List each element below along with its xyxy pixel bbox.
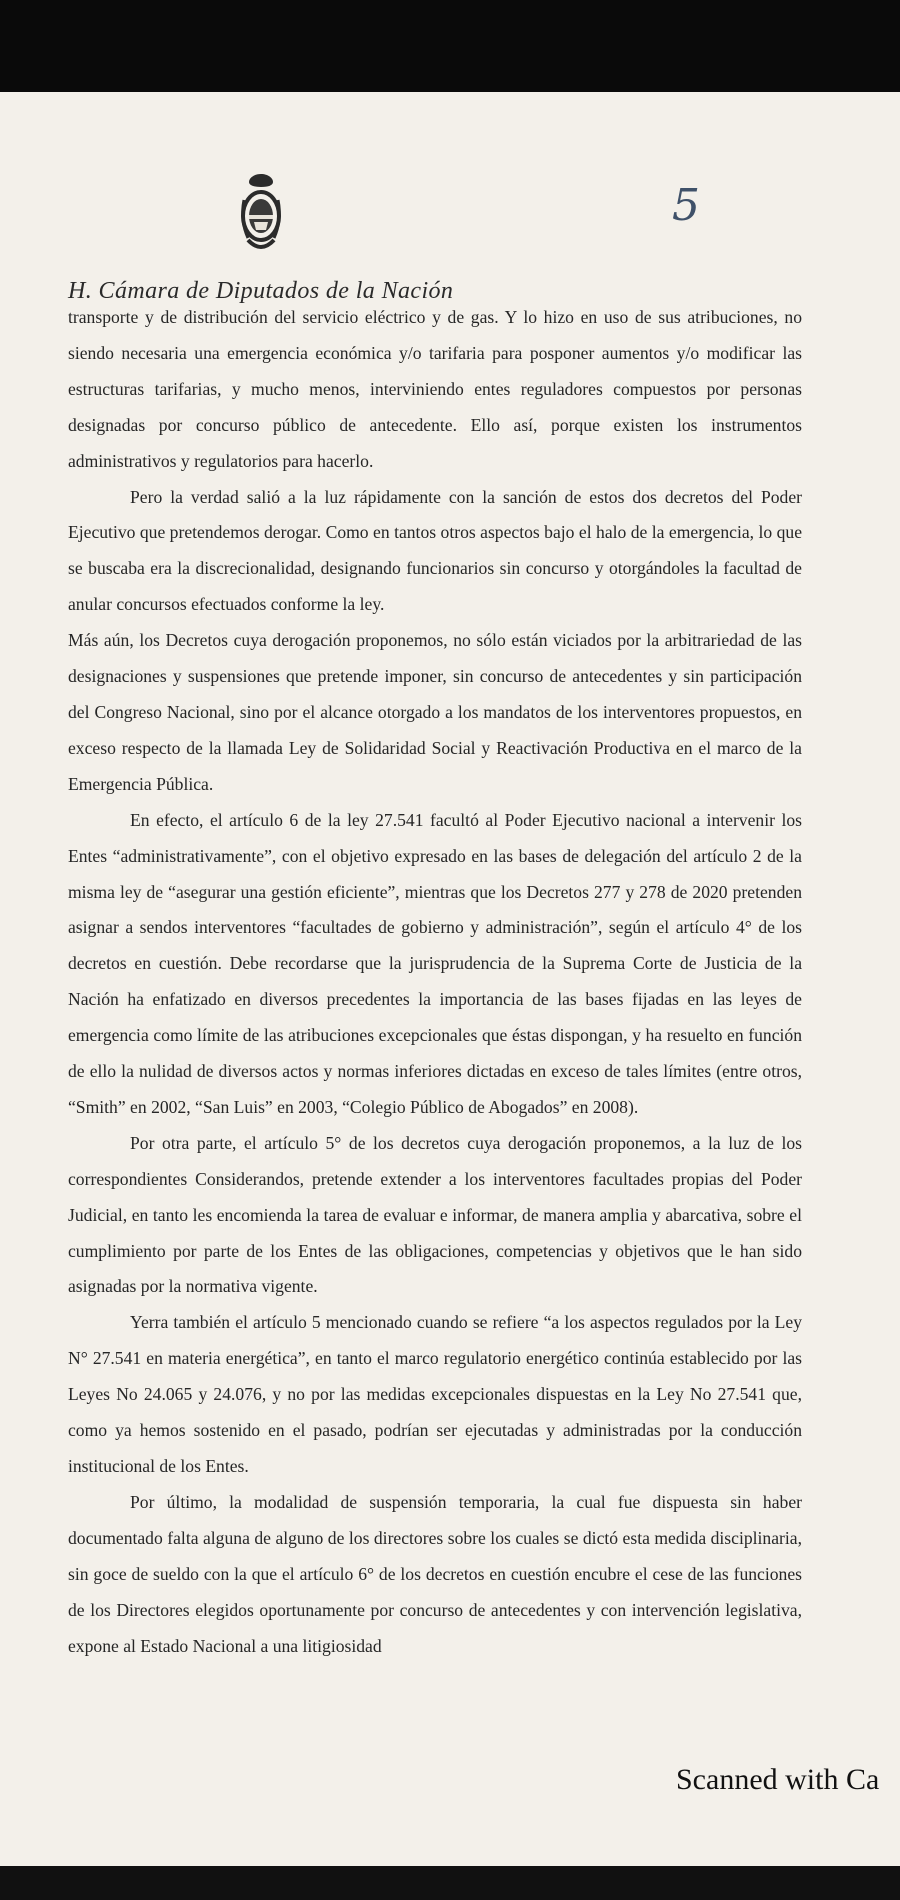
paragraph-5: Por otra parte, el artículo 5° de los decretos cuya derogación proponemos, a la luz de los correspondientes Considerandos, pretende extender a los interventores facultades propias del Poder Judicial, en tanto les encomienda la tarea de evaluar e informar, de manera amplia y abarcativa, sobre el cumplimiento por parte de los Entes de las obligaciones, competencias y objetivos que le han sido asignadas por la normativa vigente. xyxy=(68,1132,802,1297)
document-body xyxy=(68,300,802,1664)
paragraph-4: En efecto, el artículo 6 de la ley 27.541 facultó al Poder Ejecutivo nacional a intervenir los Entes “administrativamente”, con el objetivo expresado en las bases de delegación del artículo 2 de la misma ley de “asegurar una gestión eficiente”, mientras que los Decretos 277 y 278 de 2020 pretenden asignar a sendos interventores “facultades de gobierno y administración”, según el artículo 4° de los decretos en cuestión. Debe recordarse que la jurisprudencia de la Suprema Corte de Justicia de la Nación ha enfatizado en diversos precedentes la importancia de las bases fijadas en las leyes de emergencia como límite de las atribuciones excepcionales que éstas dispongan, y ha resuelto en función de ello la nulidad de diversos actos y normas inferiores dictadas en exceso de tales límites (entre otros, “Smith” en 2002, “San Luis” en 2003, “Colegio Público de Abogados” en 2008). xyxy=(68,809,802,1117)
paragraph-1: transporte y de distribución del servicio eléctrico y de gas. Y lo hizo en uso de sus atribuciones, no siendo necesaria una emergencia económica y/o tarifaria para posponer aumentos y/o modificar las estructuras tarifarias, y mucho menos, interviniendo entes reguladores compuestos por personas designadas por concurso público de antecedente. Ello así, porque existen los instrumentos administrativos y regulatorios para hacerlo. xyxy=(68,307,802,471)
paragraph-6: Yerra también el artículo 5 mencionado cuando se refiere “a los aspectos regulados por la Ley N° 27.541 en materia energética”, en tanto el marco regulatorio energético continúa establecido por las Leyes No 24.065 y 24.076, y no por las medidas excepcionales dispuestas en la Ley No 27.541 que, como ya hemos sostenido en el pasado, podrían ser ejecutadas y administradas por la conducción institucional de los Entes. xyxy=(68,1312,802,1476)
bottom-black-bar xyxy=(0,1866,900,1900)
scanner-watermark: Scanned with Ca xyxy=(676,1763,880,1796)
top-black-bar xyxy=(0,0,900,92)
paragraph-7: Por último, la modalidad de suspensión temporaria, la cual fue dispuesta sin haber documentado falta alguna de alguno de los directores sobre los cuales se dictó esta medida disciplinaria, sin goce de sueldo con la que el artículo 6° de los decretos en cuestión encubre el cese de las funciones de los Directores elegidos oportunamente por concurso de antecedentes y con intervención legislativa, expone al Estado Nacional a una litigiosidad xyxy=(68,1491,802,1656)
paragraph-2: Pero la verdad salió a la luz rápidamente con la sanción de estos dos decretos del Poder Ejecutivo que pretendemos derogar. Como en tantos otros aspectos bajo el halo de la emergencia, lo que se buscaba era la discrecionalidad, designando funcionarios sin concurso y otorgándoles la facultad de anular concursos efectuados conforme la ley. xyxy=(68,486,802,615)
paragraph-3: Más aún, los Decretos cuya derogación proponemos, no sólo están viciados por la arbitrariedad de las designaciones y suspensiones que pretende imponer, sin concurso de antecedentes y sin participación del Congreso Nacional, sino por el alcance otorgado a los mandatos de los interventores propuestos, en exceso respecto de la llamada Ley de Solidaridad Social y Reactivación Productiva en el marco de la Emergencia Pública. xyxy=(68,630,802,794)
chamber-letterhead: H. Cámara de Diputados de la Nación xyxy=(68,278,454,304)
handwritten-page-number: 5 xyxy=(672,180,700,231)
document-page xyxy=(0,92,900,1866)
coat-of-arms-emblem xyxy=(236,170,286,256)
